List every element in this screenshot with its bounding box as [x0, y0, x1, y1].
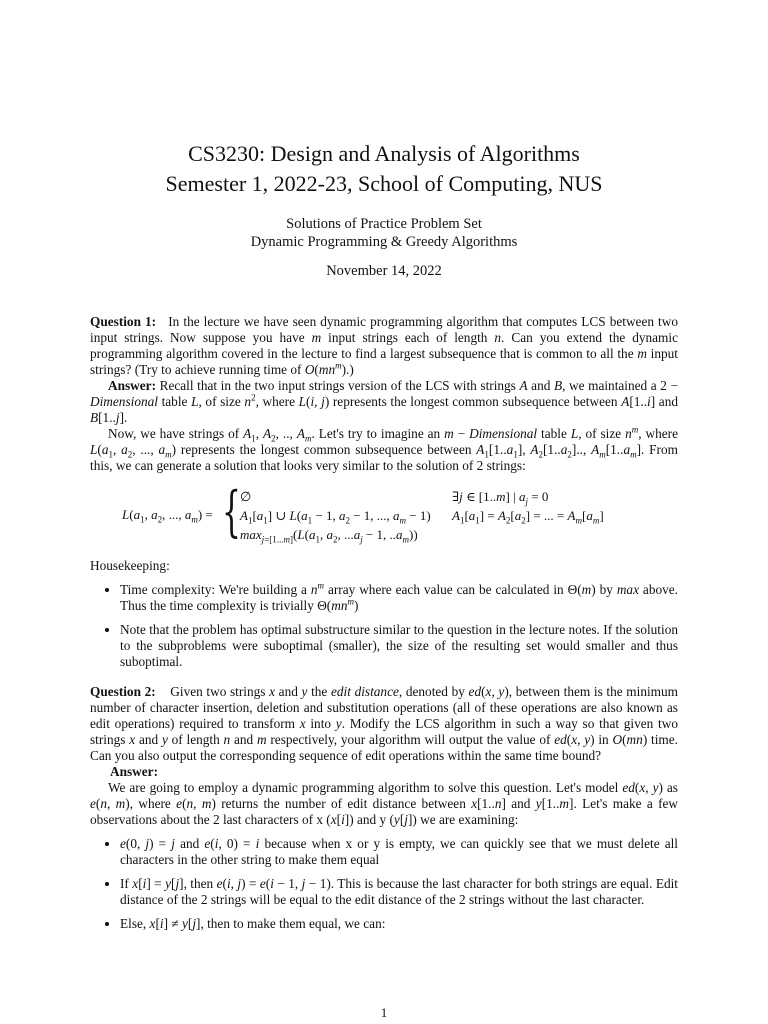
question-1-label: Question 1:	[90, 314, 157, 329]
question-2: Question 2: Given two strings x and y the edit distance, denoted by ed(x, y), between them is the minimum number of character insertion, deletion and substitution operations (all of these operations are also known as edit operations) required to transform x into y. Modify the LCS algorithm in such a way so that given two strings x and y of length n and m respectively, your algorithm will output the value of ed(x, y) in O(mn) time. Can you also output the corresponding sequence of edit operations within the same time bound?	[90, 684, 679, 763]
document-date: November 14, 2022	[326, 263, 442, 279]
course-title: CS3230: Design and Analysis of Algorithms	[188, 141, 580, 166]
answer-1-intro: Answer: Recall that in the two input strings version of the LCS with strings A and B, we maintained a 2 − Dimensional table L, of size $n^2$, where L(i, j) represents the longest common subsequence between A[1..i] and B[1..j].	[90, 378, 678, 425]
list-item: • e(0, j) = j and e(i, 0) = i because when x or y is empty, we can quickly see that we must delete all characters in the other string to make them equal	[120, 836, 678, 868]
page-number: 1	[380, 1005, 388, 1020]
question-2-label: Question 2:	[90, 684, 156, 699]
list-item: • Time complexity: We're building a $n^m$ array where each value can be calculated in Θ(m) by max above. Thus the time complexity is trivially $\Theta(mn^m)$	[120, 582, 678, 614]
answer-2-intro: We are going to employ a dynamic programming algorithm to solve this question. Let's model ed(x, y) as e(n, m), where e(n, m) returns the number of edit distance between x[1..n] and y[1..m]. Let's make a few observations about the 2 last characters of x (x[i]) and y (y[j]) we are examining:	[90, 780, 679, 827]
list-item: • Else, x[i] ≠ y[j], then to make them equal, we can:	[120, 916, 678, 932]
housekeeping-heading: Housekeeping:	[90, 558, 170, 573]
housekeeping-list	[90, 582, 678, 670]
observations-list	[90, 836, 678, 932]
subtitle-solutions: Solutions of Practice Problem Set	[286, 216, 482, 232]
document-body	[90, 314, 678, 932]
semester-line: Semester 1, 2022-23, School of Computing, NUS	[165, 171, 603, 196]
list-item: • If x[i] = y[j], then e(i, j) = e(i − 1, j − 1). This is because the last character for both strings are equal. Edit distance of the 2 strings will be equal to the edit distance of the 2 strings without the last character.	[120, 876, 678, 908]
subtitle-topic: Dynamic Programming & Greedy Algorithms	[250, 234, 518, 250]
answer-1-label: Answer:	[108, 378, 157, 393]
question-1: Question 1: In the lecture we have seen dynamic programming algorithm that computes LCS between two input strings. Now suppose you have m input strings each of length n. Can you extend the dynamic programming algorithm covered in the lecture to find a largest subsequence that is common to all the m input strings? (Try to achieve running time of $O(mn^m)$.)	[90, 314, 678, 377]
answer-1-generalization: Now, we have strings of $A_1$, $A_2$, .., $A_m$. Let's try to imagine an m − Dimensional table L, of size $n^m$, where $L(a_1$, $a_2$, ..., $a_m$) represents the longest common subsequence between $A_1[1..a_1]$, $A_2[1..a_2]$.., $A_m[1..a_m]$. From this, we can generate a solution that looks very similar to the solution of 2 strings:	[90, 424, 678, 473]
lcs-recurrence-formula: $L(a_1$, $a_2$, ..., $a_m$) = { ∅ $A_1[a_1]$ ∪ $L(a_1 - 1$, $a_2 - 1$, ..., $a_m - 1$) $\max_{j=[1...m]}(L(a_1$, $a_2$, $...a_j - 1$, $..a_m$)) ∃j ∈ [1..m] | $a_j = 0$ $A_1[a_1] = A_2[a_2]$ = ... = $A_m[a_m]$	[122, 480, 604, 545]
list-item: • Note that the problem has optimal substructure similar to the question in the lecture notes. If the solution to the subproblems were suboptimal (smaller), the size of the resulting set would smaller and thus suboptimal.	[120, 622, 678, 670]
answer-2-label: Answer:	[110, 764, 159, 779]
